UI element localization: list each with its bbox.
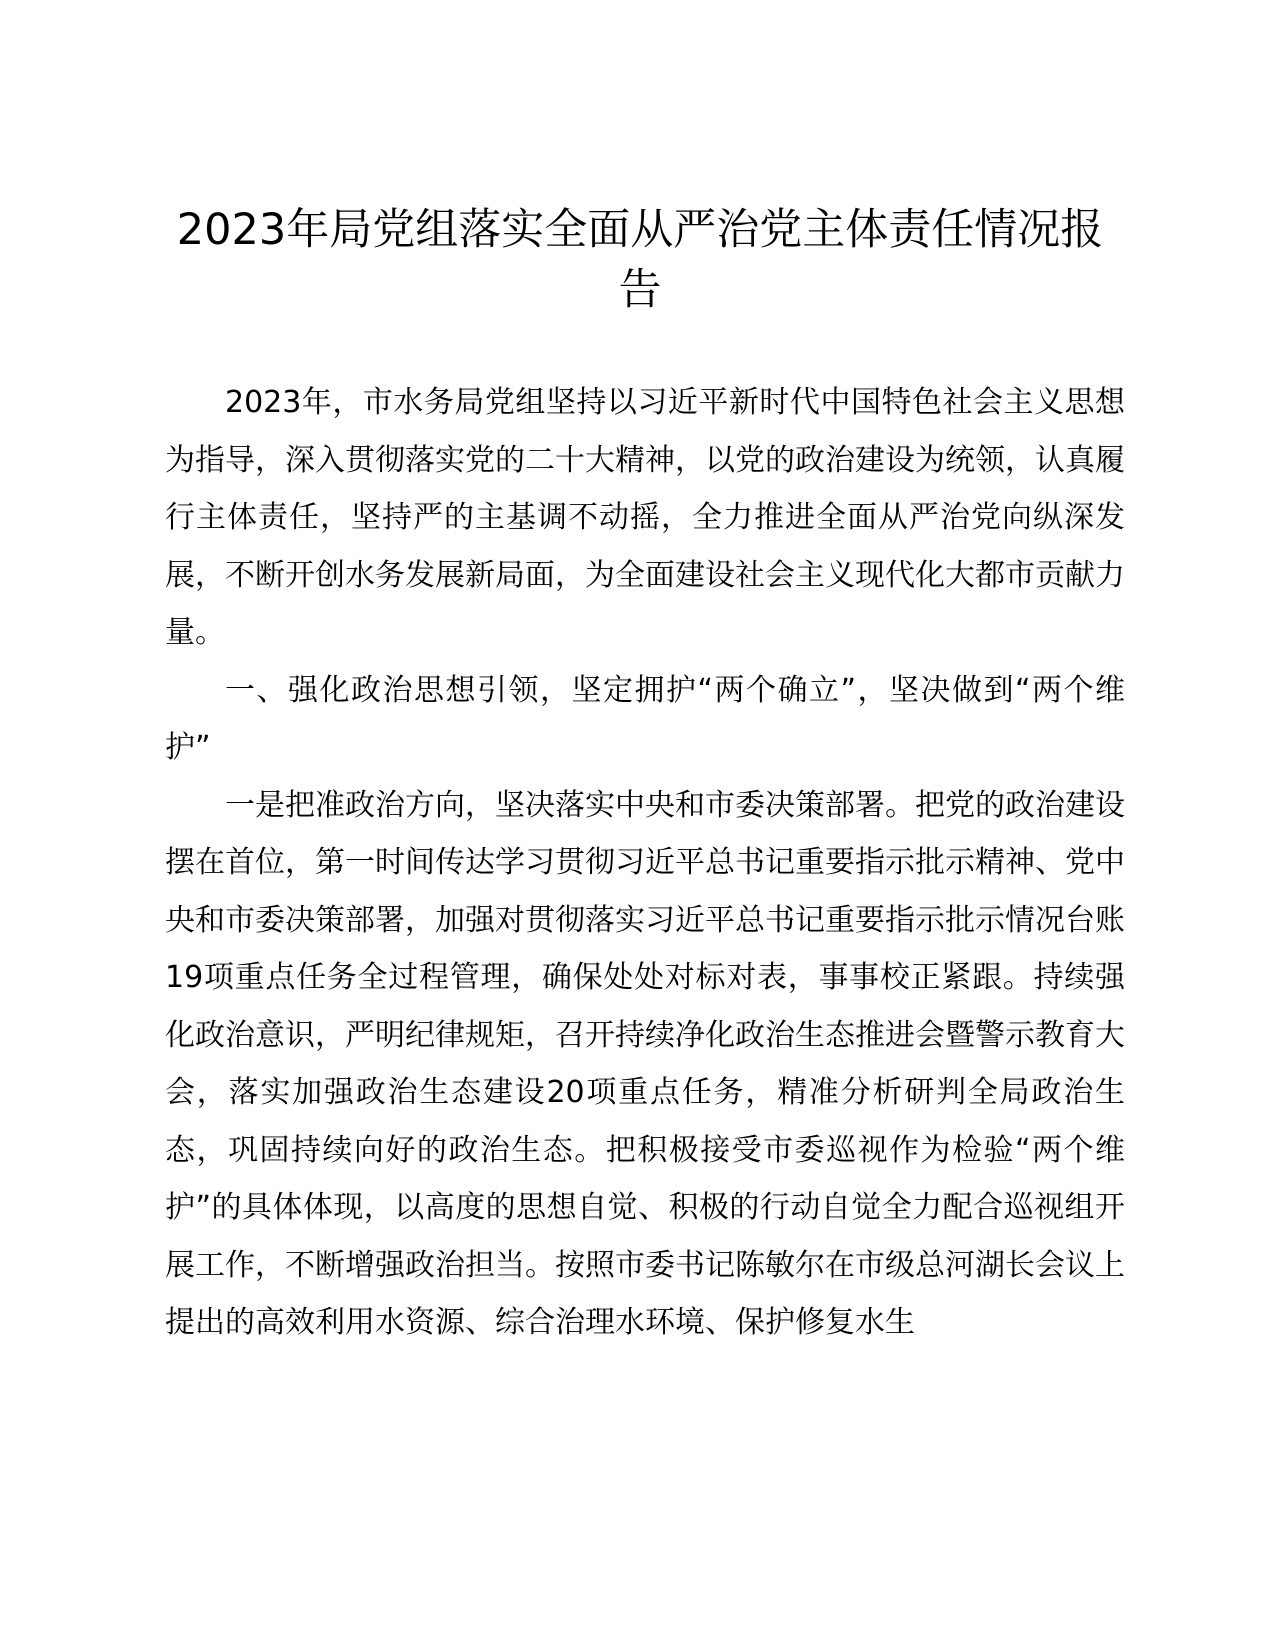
document-body	[165, 374, 1125, 1352]
intro-paragraph: 2023年，市水务局党组坚持以习近平新时代中国特色社会主义思想为指导，深入贯彻落实党的二十大精神，以党的政治建设为统领，认真履行主体责任，坚持严的主基调不动摇，全力推进全面从严治党向纵深发展，不断开创水务发展新局面，为全面建设社会主义现代化大都市贡献力量。	[165, 385, 1125, 650]
body-paragraph-1: 一是把准政治方向，坚决落实中央和市委决策部署。把党的政治建设摆在首位，第一时间传达学习贯彻习近平总书记重要指示批示精神、党中央和市委决策部署，加强对贯彻落实习近平总书记重要指示批示情况台账19项重点任务全过程管理，确保处处对标对表，事事校正紧跟。持续强化政治意识，严明纪律规矩，召开持续净化政治生态推进会暨警示教育大会，落实加强政治生态建设20项重点任务，精准分析研判全局政治生态，巩固持续向好的政治生态。把积极接受市委巡视作为检验“两个维护”的具体体现，以高度的思想自觉、积极的行动自觉全力配合巡视组开展工作，不断增强政治担当。按照市委书记陈敏尔在市级总河湖长会议上提出的高效利用水资源、综合治理水环境、保护修复水生	[165, 787, 1125, 1340]
document-title: 2023年局党组落实全面从严治党主体责任情况报告	[176, 205, 1104, 315]
section-heading-1: 一、强化政治思想引领，坚定拥护“两个确立”，坚决做到“两个维护”	[165, 672, 1125, 765]
